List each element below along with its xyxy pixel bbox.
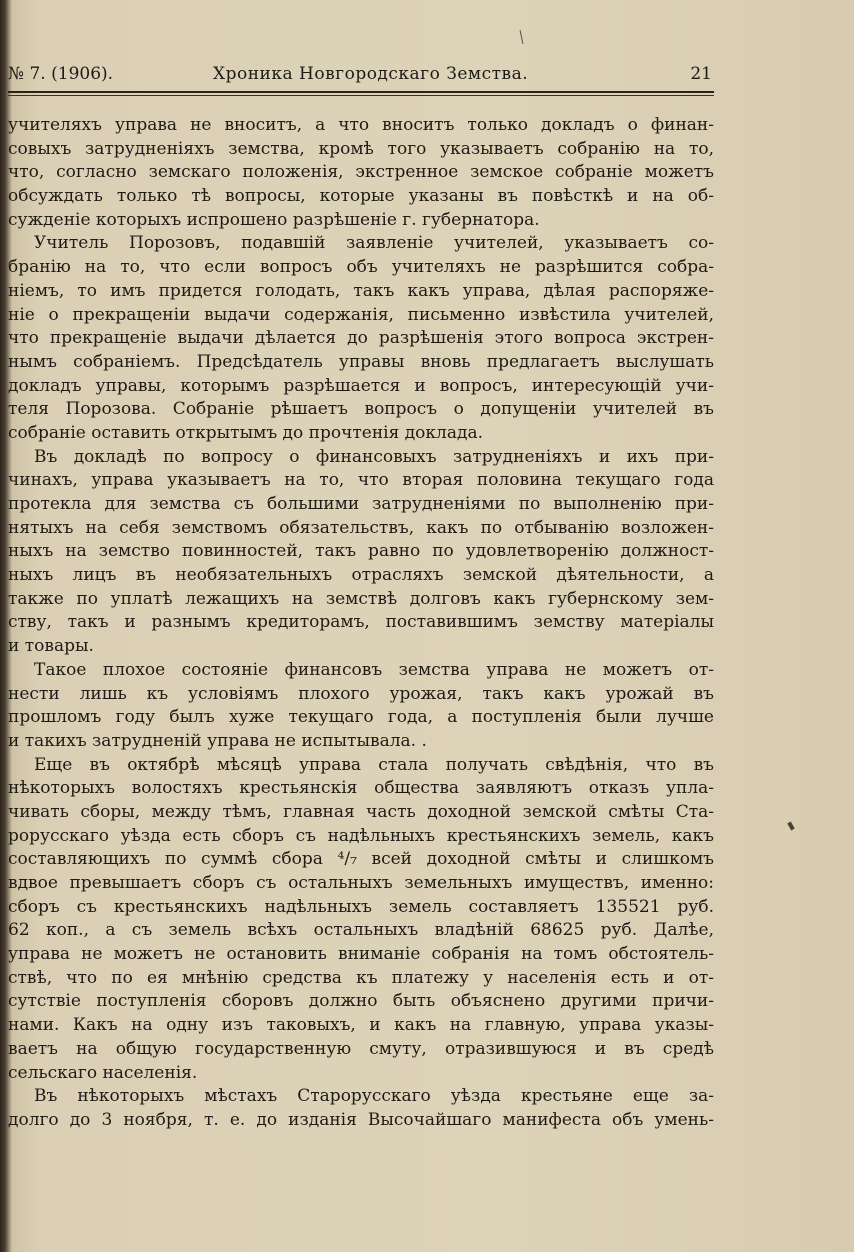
- text-line: ныхъ на земство повинностей, такъ равно по удовлетворенiю должност-: [8, 541, 714, 562]
- text-line: ваетъ на общую государственную смуту, отразившуюся и въ средѣ: [8, 1038, 714, 1059]
- page-number: 21: [690, 64, 712, 84]
- text-line: собранiе оставить открытымъ до прочтенiя доклада.: [8, 422, 483, 443]
- text-line: ныхъ лицъ въ необязательныхъ отрасляхъ земской дѣятельности, а: [8, 565, 714, 586]
- text-line: нами. Какъ на одну изъ таковыхъ, и какъ на главную, управа указы-: [8, 1015, 714, 1036]
- text-line: что, согласно земскаго положенiя, экстренное земское собранiе можетъ: [8, 162, 714, 183]
- text-line: учителяхъ управа не вноситъ, а что вноситъ только докладъ о финан-: [8, 115, 714, 135]
- text-line: и товары.: [8, 636, 94, 657]
- text-line: долго до 3 ноября, т. е. до изданiя Высочайшаго манифеста объ умень-: [8, 1109, 714, 1130]
- text-line: сутствiе поступленiя сборовъ должно быть объяснено другими причи-: [8, 991, 714, 1012]
- text-line: сборъ съ крестьянскихъ надѣльныхъ земель составляетъ 135521 руб.: [8, 896, 714, 917]
- header-rule: [8, 91, 714, 93]
- text-line: нымъ собранiемъ. Предсѣдатель управы вновь предлагаетъ выслушать: [8, 351, 714, 372]
- journal-title: Хроника Новгородскаго Земства.: [213, 64, 529, 84]
- text-line: прошломъ году былъ хуже текущаго года, а поступленiя были лучше: [8, 707, 714, 728]
- text-line: обсуждать только тѣ вопросы, которые указаны въ повѣсткѣ и на об-: [8, 186, 714, 207]
- margin-tick-mark: [787, 822, 794, 831]
- text-line: нiемъ, то имъ придется голодать, такъ какъ управа, дѣлая распоряже-: [8, 280, 714, 301]
- text-line: сужденiе которыхъ испрошено разрѣшенiе г. губернатора.: [8, 209, 540, 230]
- text-line: протекла для земства съ большими затрудненiями по выполненiю при-: [8, 494, 714, 514]
- text-line: Учитель Порозовъ, подавшiй заявленiе учителей, указываетъ со-: [34, 233, 714, 254]
- text-line: также по уплатѣ лежащихъ на земствѣ долговъ какъ губернскому зем-: [8, 588, 714, 609]
- text-line: нѣкоторыхъ волостяхъ крестьянскiя общества заявляютъ отказъ упла-: [8, 778, 714, 799]
- text-line: что прекращенiе выдачи дѣлается до разрѣшенiя этого вопроса экстрен-: [8, 328, 714, 349]
- text-line: сельскаго населенiя.: [8, 1062, 198, 1083]
- text-line: Въ нѣкоторыхъ мѣстахъ Старорусскаго уѣзда крестьяне еще за-: [34, 1086, 714, 1107]
- text-line: нятыхъ на себя земствомъ обязательствъ, какъ по отбыванiю возложен-: [8, 517, 714, 538]
- text-line: нести лишь къ условiямъ плохого урожая, такъ какъ урожай въ: [8, 683, 714, 704]
- text-line: чинахъ, управа указываетъ на то, что вторая половина текущаго года: [8, 470, 714, 491]
- text-line: Такое плохое состоянiе финансовъ земства управа не можетъ от-: [34, 659, 714, 680]
- text-line: докладъ управы, которымъ разрѣшается и вопросъ, интересующiй учи-: [8, 375, 714, 396]
- running-header: [8, 64, 712, 86]
- text-line: Еще въ октябрѣ мѣсяцѣ управа стала получать свѣдѣнiя, что въ: [34, 754, 714, 775]
- text-line: управа не можетъ не остановить вниманiе собранiя на томъ обстоятель-: [8, 944, 714, 965]
- text-line: ствѣ, что по ея мнѣнiю средства къ платежу у населенiя есть и от-: [8, 967, 714, 988]
- text-line: Въ докладѣ по вопросу о финансовыхъ затрудненiяхъ и ихъ при-: [34, 446, 714, 467]
- text-line: и такихъ затрудненiй управа не испытывала. .: [8, 730, 427, 751]
- text-line: составляющихъ по суммѣ сбора ⁴/₇ всей доходной смѣты и слишкомъ: [8, 849, 714, 870]
- article-body: [8, 114, 714, 1133]
- text-line: рорусскаго уѣзда есть сборъ съ надѣльныхъ крестьянскихъ земель, какъ: [8, 825, 714, 846]
- text-line: вдвое превышаетъ сборъ съ остальныхъ земельныхъ имуществъ, именно:: [8, 873, 714, 893]
- text-line: совыхъ затрудненiяхъ земства, кромѣ того указываетъ собранiю на то,: [8, 138, 714, 159]
- issue-number: № 7. (1906).: [8, 64, 114, 84]
- text-line: теля Порозова. Собранiе рѣшаетъ вопросъ о допущенiи учителей въ: [8, 399, 714, 420]
- text-line: бранiю на то, что если вопросъ объ учителяхъ не разрѣшится собра-: [8, 257, 714, 278]
- text-line: нiе о прекращенiи выдачи содержанiя, письменно извѣстила учителей,: [8, 304, 714, 325]
- text-line: 62 коп., а съ земель всѣхъ остальныхъ владѣнiй 68625 руб. Далѣе,: [8, 920, 714, 941]
- text-line: ству, такъ и разнымъ кредиторамъ, поставившимъ земству матерiалы: [8, 612, 714, 633]
- header-rule-thin: [8, 95, 714, 96]
- ink-mark: [520, 30, 524, 44]
- text-line: чивать сборы, между тѣмъ, главная часть доходной земской смѣты Ста-: [8, 801, 714, 822]
